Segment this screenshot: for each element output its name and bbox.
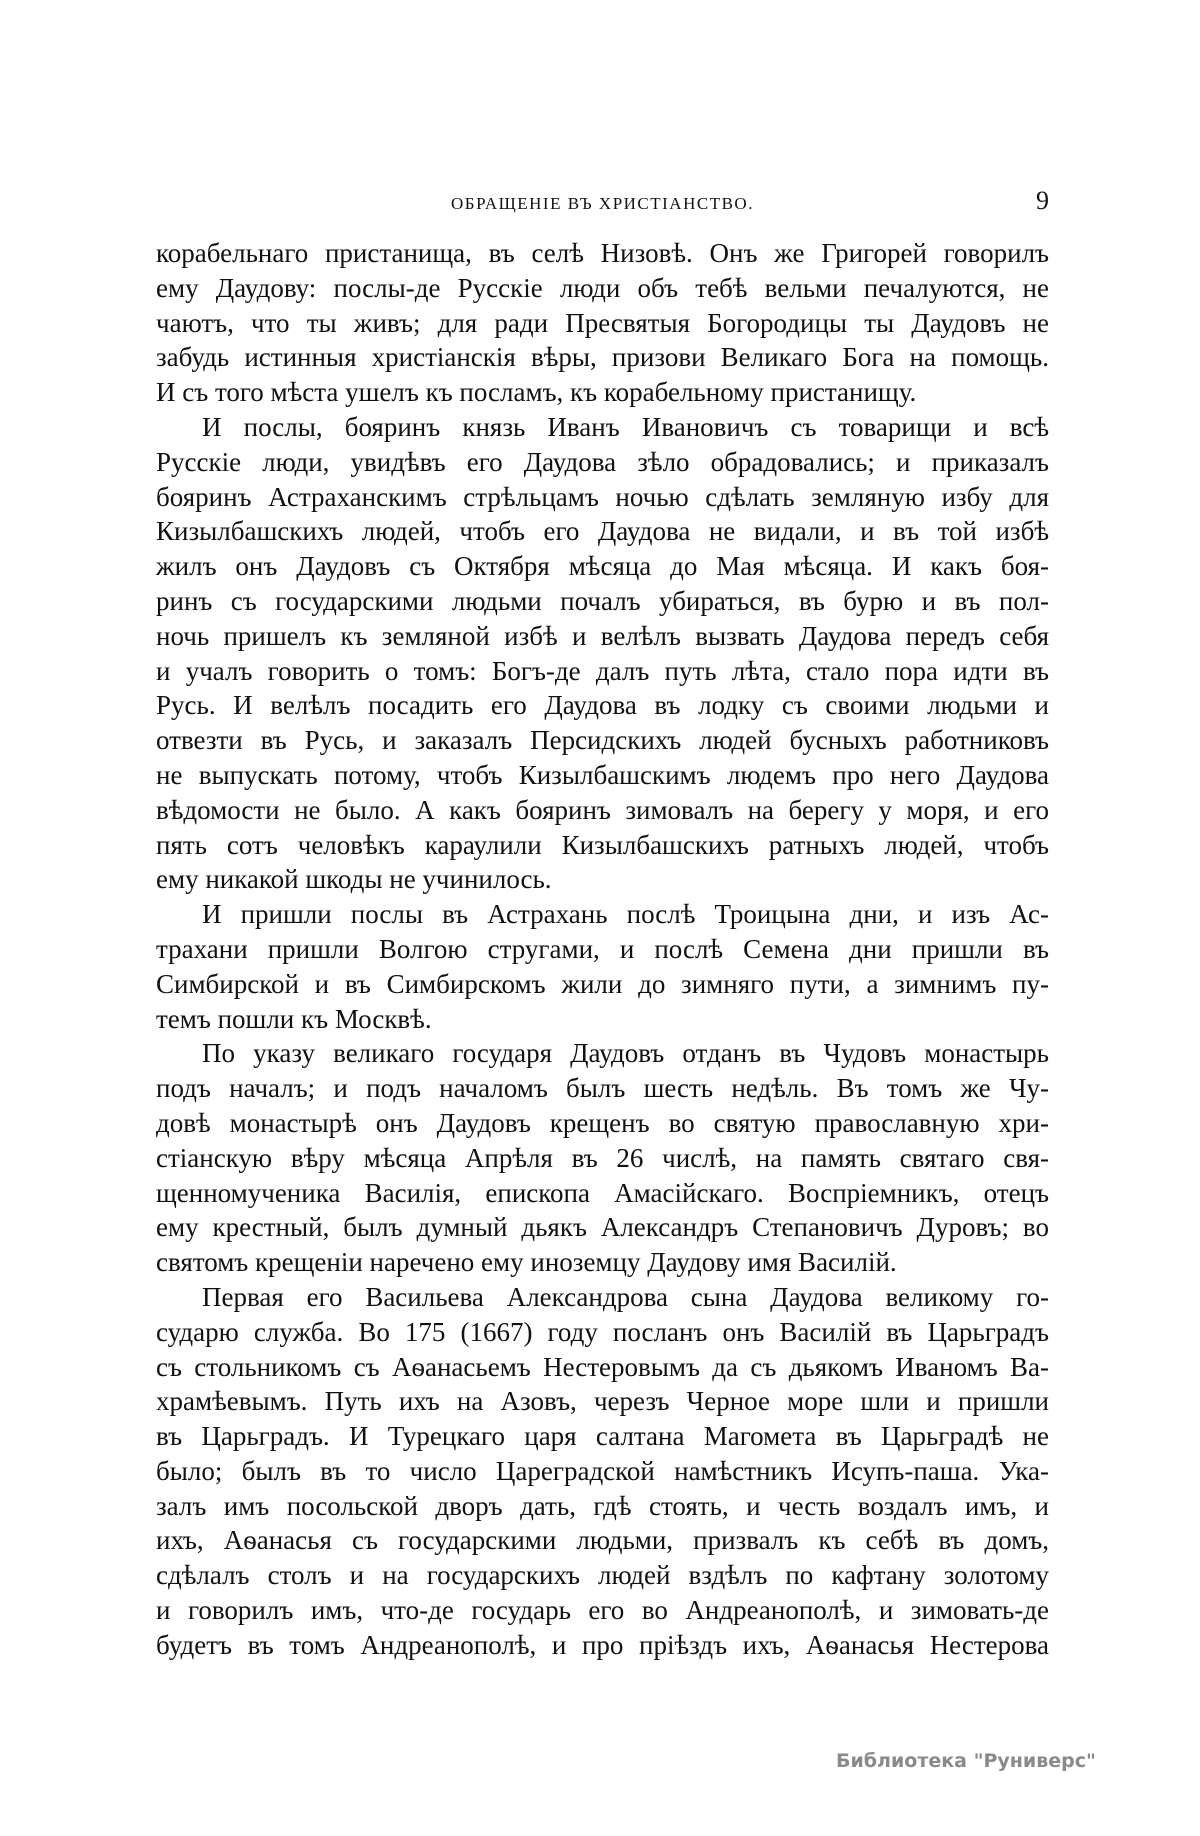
text-line: трахани пришли Волгою стругами, и послѣ Семена дни пришли въ: [156, 933, 1049, 964]
paragraph: [156, 410, 1049, 897]
text-line: темъ пошли къ Москвѣ.: [156, 1003, 432, 1034]
text-line: не выпускать потому, чтобъ Кизылбашскимъ людемъ про него Даудова: [156, 759, 1049, 790]
text-line: стіанскую вѣру мѣсяца Апрѣля въ 26 числѣ, на память святаго свя-: [156, 1142, 1049, 1173]
text-line: ихъ, Аѳанасья съ государскими людьми, призвалъ къ себѣ въ домъ,: [156, 1525, 1049, 1556]
text-line: пять сотъ человѣкъ караулили Кизылбашскихъ ратныхъ людей, чтобъ: [156, 829, 1049, 860]
text-line: ему Даудову: послы-де Русскіе люди объ тебѣ вельми печалуются, не: [156, 272, 1049, 303]
text-line: ночь пришелъ къ земляной избѣ и велѣлъ вызвать Даудова передъ себя: [156, 620, 1049, 651]
paragraph: [156, 236, 1049, 410]
text-line: сударю служба. Во 175 (1667) году посланъ онъ Василій въ Царьградъ: [156, 1316, 1049, 1347]
text-line: забудь истинныя христіанскія вѣры, призови Великаго Бога на помощь.: [156, 342, 1049, 373]
text-line: и учалъ говорить о томъ: Богъ-де далъ путь лѣта, стало пора идти въ: [156, 655, 1049, 686]
text-line: ему никакой шкоды не учинилось.: [156, 864, 552, 895]
text-line: ринъ съ государскими людьми почалъ убираться, въ бурю и въ пол-: [156, 585, 1049, 616]
paragraph: [156, 897, 1049, 1036]
text-line: щенномученика Василія, епископа Амасійскаго. Воспріемникъ, отецъ: [156, 1177, 1049, 1208]
text-line: И пришли послы въ Астрахань послѣ Троицына дни, и изъ Ас-: [202, 899, 1049, 930]
text-line: Симбирской и въ Симбирскомъ жили до зимняго пути, а зимнимъ пу-: [156, 968, 1049, 999]
paragraph: [156, 1280, 1049, 1663]
text-line: ему крестный, былъ думный дьякъ Александръ Степановичъ Дуровъ; во: [156, 1212, 1049, 1243]
text-line: подъ началъ; и подъ началомъ былъ шесть недѣль. Въ томъ же Чу-: [156, 1073, 1049, 1104]
text-line: сдѣлалъ столъ и на государскихъ людей вздѣлъ по кафтану золотому: [156, 1560, 1049, 1591]
running-title: ОБРАЩЕНІЕ ВЪ ХРИСТІАНСТВО.: [451, 194, 754, 213]
text-line: вѣдомости не было. А какъ бояринъ зимовалъ на берегу у моря, и его: [156, 794, 1049, 825]
text-line: святомъ крещеніи наречено ему иноземцу Даудову имя Василій.: [156, 1247, 897, 1278]
page-header: [156, 186, 1049, 216]
text-line: въ Царьградъ. И Турецкаго царя салтана Магомета въ Царьградѣ не: [156, 1421, 1049, 1452]
text-line: жилъ онъ Даудовъ съ Октября мѣсяца до Мая мѣсяца. И какъ боя-: [156, 551, 1049, 582]
text-line: чаютъ, что ты живъ; для ради Пресвятыя Богородицы ты Даудовъ не: [156, 307, 1049, 338]
text-line: было; былъ въ то число Цареградской намѣстникъ Исупъ-паша. Ука-: [156, 1455, 1049, 1486]
text-line: Первая его Васильева Александрова сына Даудова великому го-: [202, 1281, 1049, 1312]
text-line: отвезти въ Русь, и заказалъ Персидскихъ людей бусныхъ работниковъ: [156, 725, 1049, 756]
text-line: бояринъ Астраханскимъ стрѣльцамъ ночью сдѣлать земляную избу для: [156, 481, 1049, 512]
text-line: залъ имъ посольской дворъ дать, гдѣ стоять, и честь воздалъ имъ, и: [156, 1490, 1049, 1521]
library-watermark: Библиотека "Руниверс": [836, 1750, 1096, 1772]
text-line: будетъ въ томъ Андреанополѣ, и про пріѣздъ ихъ, Аѳанасья Нестерова: [156, 1629, 1049, 1660]
text-line: По указу великаго государя Даудовъ отданъ въ Чудовъ монастырь: [202, 1038, 1049, 1069]
text-line: съ стольникомъ съ Аѳанасьемъ Нестеровымъ да съ дьякомъ Иваномъ Ва-: [156, 1351, 1049, 1382]
text-line: И съ того мѣста ушелъ къ посламъ, къ корабельному пристанищу.: [156, 377, 917, 408]
text-line: Русь. И велѣлъ посадить его Даудова въ лодку съ своими людьми и: [156, 690, 1049, 721]
text-line: и говорилъ имъ, что-де государь его во Андреанополѣ, и зимовать-де: [156, 1595, 1049, 1626]
text-line: корабельнаго пристанища, въ селѣ Низовѣ. Онъ же Григорей говорилъ: [156, 238, 1049, 268]
page-number: 9: [1036, 186, 1049, 215]
text-line: Русскіе люди, увидѣвъ его Даудова зѣло обрадовались; и приказалъ: [156, 446, 1049, 477]
text-line: довѣ монастырѣ онъ Даудовъ крещенъ во святую православную хри-: [156, 1107, 1049, 1138]
paragraph: [156, 1036, 1049, 1280]
text-line: Кизылбашскихъ людей, чтобъ его Даудова не видали, и въ той избѣ: [156, 516, 1049, 547]
text-line: И послы, бояринъ князь Иванъ Ивановичъ съ товарищи и всѣ: [202, 411, 1049, 442]
text-line: храмѣевымъ. Путь ихъ на Азовъ, черезъ Черное море шли и пришли: [156, 1386, 1049, 1417]
body-text: [156, 236, 1049, 1663]
